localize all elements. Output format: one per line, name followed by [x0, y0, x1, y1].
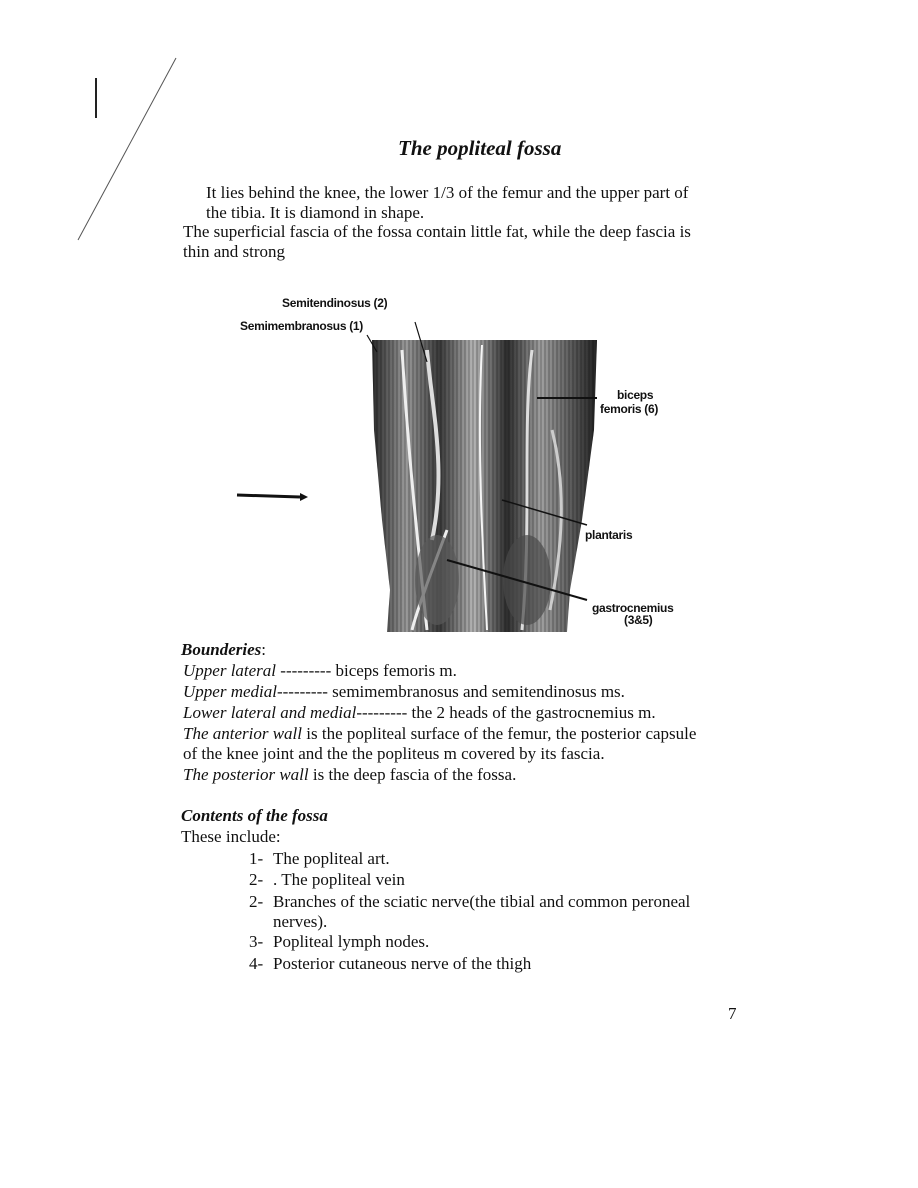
list-text: Posterior cutaneous nerve of the thigh [273, 954, 532, 973]
anterior-wall-line-2: of the knee joint and the the popliteus m covered by its fascia. [183, 744, 605, 763]
page-number: 7 [728, 1004, 737, 1023]
list-text: . The popliteal vein [273, 870, 405, 889]
boundary-text: biceps femoris m. [331, 661, 457, 680]
popliteal-fossa-figure [232, 290, 682, 635]
label-biceps-1: biceps [617, 388, 654, 402]
intro-line-2: the tibia. It is diamond in shape. [206, 203, 425, 222]
intro-line-1: It lies behind the knee, the lower 1/3 of the femur and the upper part of [206, 183, 689, 202]
boundary-text: the 2 heads of the gastrocnemius m. [407, 703, 656, 722]
list-item [249, 954, 531, 973]
boundary-dashes: --------- [276, 661, 332, 680]
page-title: The popliteal fossa [398, 136, 562, 160]
list-item [249, 892, 690, 911]
list-item [249, 932, 429, 951]
posterior-wall-term: The posterior wall [183, 765, 309, 784]
intro-line-4: thin and strong [183, 242, 285, 261]
boundary-text: semimembranosus and semitendinosus ms. [327, 682, 625, 701]
boundary-dashes: --------- [356, 703, 408, 722]
anterior-wall-line-1 [183, 724, 696, 743]
anterior-wall-text: is the popliteal surface of the femur, the posterior capsule [302, 724, 697, 743]
label-gastrocnemius-1: gastrocnemius [592, 601, 674, 615]
boundary-row [183, 682, 625, 701]
figure-drawing [232, 290, 682, 635]
margin-slash-mark [78, 58, 176, 240]
boundary-term: Upper lateral [183, 661, 277, 680]
boundary-row [183, 661, 457, 680]
list-text: The popliteal art. [273, 849, 390, 868]
boundary-term: Lower lateral and medial [183, 703, 357, 722]
list-item [249, 870, 405, 889]
posterior-wall-text: is the deep fascia of the fossa. [308, 765, 517, 784]
label-semitendinosus: Semitendinosus (2) [282, 296, 388, 310]
boundaries-heading-line [181, 640, 266, 659]
list-item-continuation [249, 912, 327, 931]
list-text: Branches of the sciatic nerve(the tibial and common peroneal [273, 892, 691, 911]
label-gastrocnemius-2: (3&5) [624, 613, 653, 627]
label-plantaris: plantaris [585, 528, 633, 542]
contents-intro: These include: [181, 827, 281, 846]
list-item [249, 849, 390, 868]
pointer-arrow-icon [237, 495, 300, 497]
margin-marks [0, 0, 200, 260]
contents-heading: Contents of the fossa [181, 806, 328, 825]
list-number: 4- [249, 954, 264, 973]
anterior-wall-term: The anterior wall [183, 724, 303, 743]
list-number: 3- [249, 932, 264, 951]
boundary-row [183, 703, 656, 722]
boundary-dashes: --------- [276, 682, 328, 701]
boundaries-heading: Bounderies [181, 640, 262, 659]
list-number: 2- [249, 870, 264, 889]
list-number: 2- [249, 892, 264, 911]
boundary-term: Upper medial [183, 682, 277, 701]
boundaries-heading-colon: : [261, 640, 267, 659]
intro-line-3: The superficial fascia of the fossa contain little fat, while the deep fascia is [183, 222, 691, 241]
posterior-wall-line [183, 765, 516, 784]
list-text: nerves). [273, 912, 328, 931]
list-number: 1- [249, 849, 264, 868]
label-semimembranosus: Semimembranosus (1) [240, 319, 364, 333]
list-text: Popliteal lymph nodes. [273, 932, 430, 951]
label-biceps-2: femoris (6) [600, 402, 659, 416]
